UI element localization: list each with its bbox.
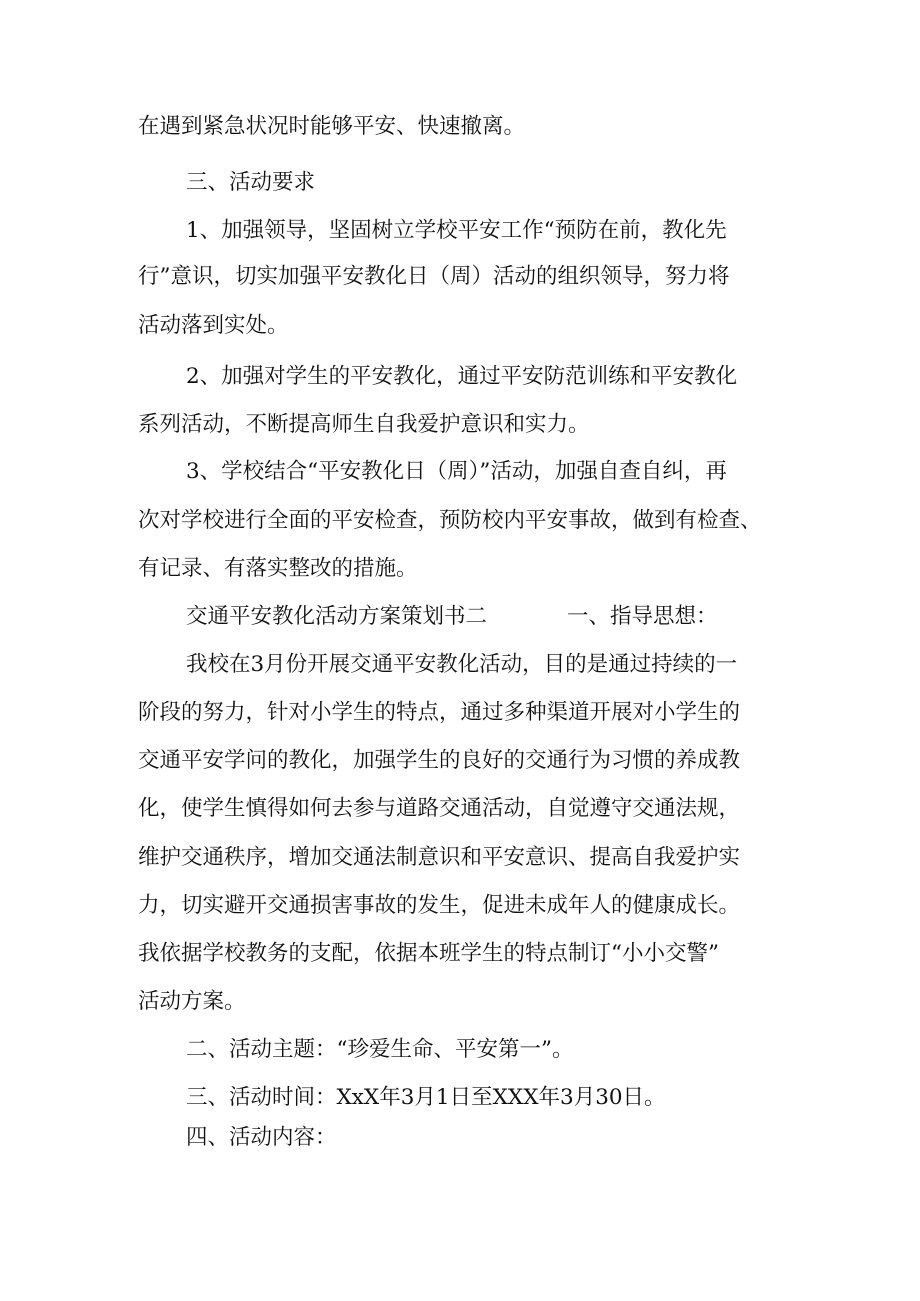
text-line-5: 活动落到实处。 (138, 313, 289, 338)
text-line-13: 阶段的努力，针对小学生的特点，通过多种渠道开展对小学生的 (138, 700, 741, 725)
section-heading-guiding-thought: 一、指导思想： (567, 604, 718, 629)
text-line-8: 3、学校结合“平安教化日（周）”活动，加强自查自纠，再 (186, 459, 727, 484)
section-heading-requirements: 三、活动要求 (186, 170, 316, 195)
section-heading-content: 四、活动内容： (186, 1125, 337, 1150)
text-line-10: 有记录、有落实整改的措施。 (138, 556, 418, 581)
text-line-18: 我依据学校教务的支配，依据本班学生的特点制订“小小交警” (138, 941, 719, 966)
text-line-4: 行”意识，切实加强平安教化日（周）活动的组织领导，努力将 (138, 264, 730, 289)
text-line-16: 维护交通秩序，增加交通法制意识和平安意识、提高自我爱护实 (138, 845, 741, 870)
text-line-12: 我校在3月份开展交通平安教化活动，目的是通过持续的一 (186, 652, 738, 677)
text-line-6: 2、加强对学生的平安教化，通过平安防范训练和平安教化 (186, 364, 738, 389)
text-line-15: 化，使学生慎得如何去参与道路交通活动，自觉遵守交通法规， (138, 796, 741, 821)
section-heading-time: 三、活动时间：XxX年3月1日至XXX年3月30日。 (186, 1085, 666, 1110)
text-line-7: 系列活动，不断提高师生自我爱护意识和实力。 (138, 412, 590, 437)
plan-title-line (186, 602, 718, 632)
text-line-17: 力，切实避开交通损害事故的发生，促进未成年人的健康成长。 (138, 893, 741, 918)
text-line-14: 交通平安学问的教化，加强学生的良好的交通行为习惯的养成教 (138, 748, 741, 773)
section-heading-theme: 二、活动主题：“珍爱生命、平安第一”。 (186, 1037, 574, 1062)
text-line-19: 活动方案。 (138, 989, 246, 1014)
text-line-9: 次对学校进行全面的平安检查，预防校内平安事故，做到有检查、 (138, 508, 762, 533)
text-line-1: 在遇到紧急状况时能够平安、快速撤离。 (138, 114, 526, 139)
plan-title: 交通平安教化活动方案策划书二 (186, 604, 488, 629)
text-line-3: 1、加强领导，坚固树立学校平安工作“预防在前，教化先 (186, 218, 727, 243)
